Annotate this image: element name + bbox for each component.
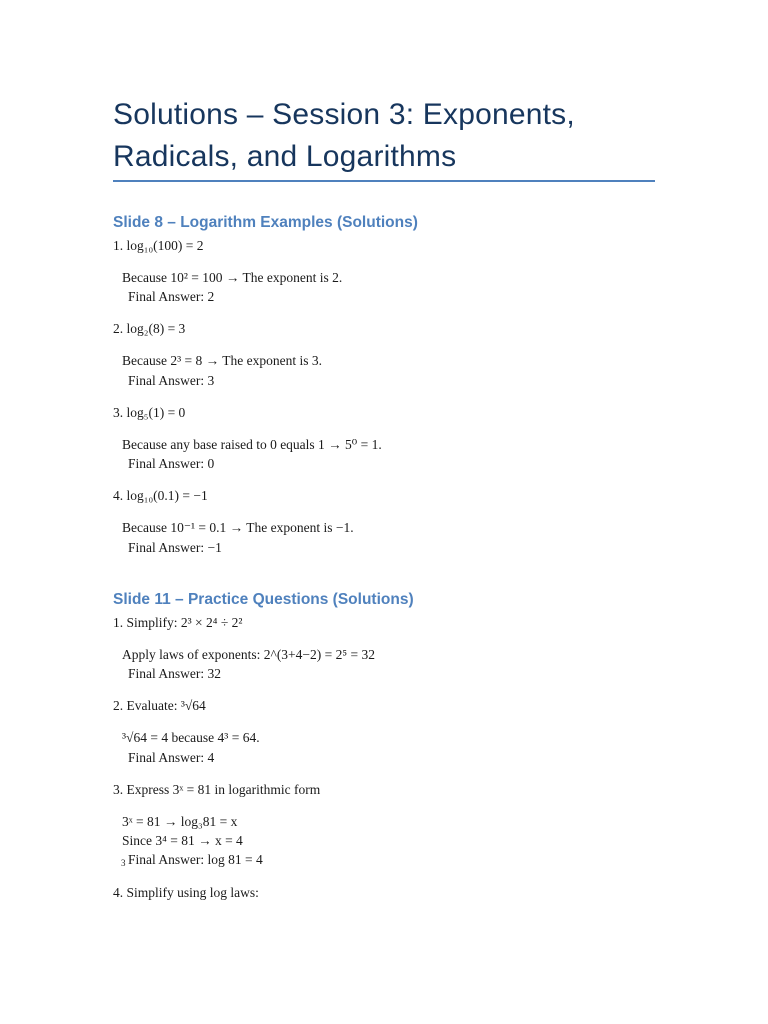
final-answer-3: Final Answer: 0 <box>128 456 215 471</box>
final-answer-2: Final Answer: 3 <box>128 373 215 388</box>
practice-explanation-2: ³√64 = 4 because 4³ = 64. <box>122 730 260 745</box>
final-answer-1: Final Answer: 2 <box>128 289 215 304</box>
explanation-2: Because 2³ = 8 → The exponent is 3. <box>122 353 322 368</box>
overlapping-subscript-3: 3 <box>121 858 126 868</box>
practice-question-2: 2. Evaluate: ³√64 <box>113 698 206 713</box>
practice-explanation-3a: 3ˣ = 81 → log₃81 = x <box>122 814 238 829</box>
final-answer-4: Final Answer: −1 <box>128 540 222 555</box>
practice-final-answer-1: Final Answer: 32 <box>128 666 221 681</box>
explanation-1: Because 10² = 100 → The exponent is 2. <box>122 270 343 285</box>
section-heading-slide-11: Slide 11 – Practice Questions (Solutions) <box>113 591 414 608</box>
page-title: Solutions – Session 3: Exponents, Radicals, and Logarithms <box>113 98 575 173</box>
practice-question-4: 4. Simplify using log laws: <box>113 885 259 900</box>
practice-explanation-3b: Since 3⁴ = 81 → x = 4 <box>122 833 243 848</box>
question-4: 4. log₁₀(0.1) = −1 <box>113 488 208 503</box>
practice-question-3: 3. Express 3ˣ = 81 in logarithmic form <box>113 782 321 797</box>
question-1: 1. log₁₀(100) = 2 <box>113 238 204 253</box>
explanation-4: Because 10⁻¹ = 0.1 → The exponent is −1. <box>122 520 354 535</box>
practice-explanation-1: Apply laws of exponents: 2^(3+4−2) = 2⁵ = 32 <box>122 647 375 662</box>
section-heading-slide-8: Slide 8 – Logarithm Examples (Solutions) <box>113 214 418 231</box>
question-3: 3. log₅(1) = 0 <box>113 405 186 420</box>
title-underline <box>113 180 655 182</box>
practice-final-answer-3: Final Answer: log 81 = 4 <box>128 852 263 867</box>
practice-final-answer-2: Final Answer: 4 <box>128 750 215 765</box>
question-2: 2. log₂(8) = 3 <box>113 321 186 336</box>
explanation-3: Because any base raised to 0 equals 1 → 5⁰ = 1. <box>122 437 382 452</box>
practice-question-1: 1. Simplify: 2³ × 2⁴ ÷ 2² <box>113 615 243 630</box>
